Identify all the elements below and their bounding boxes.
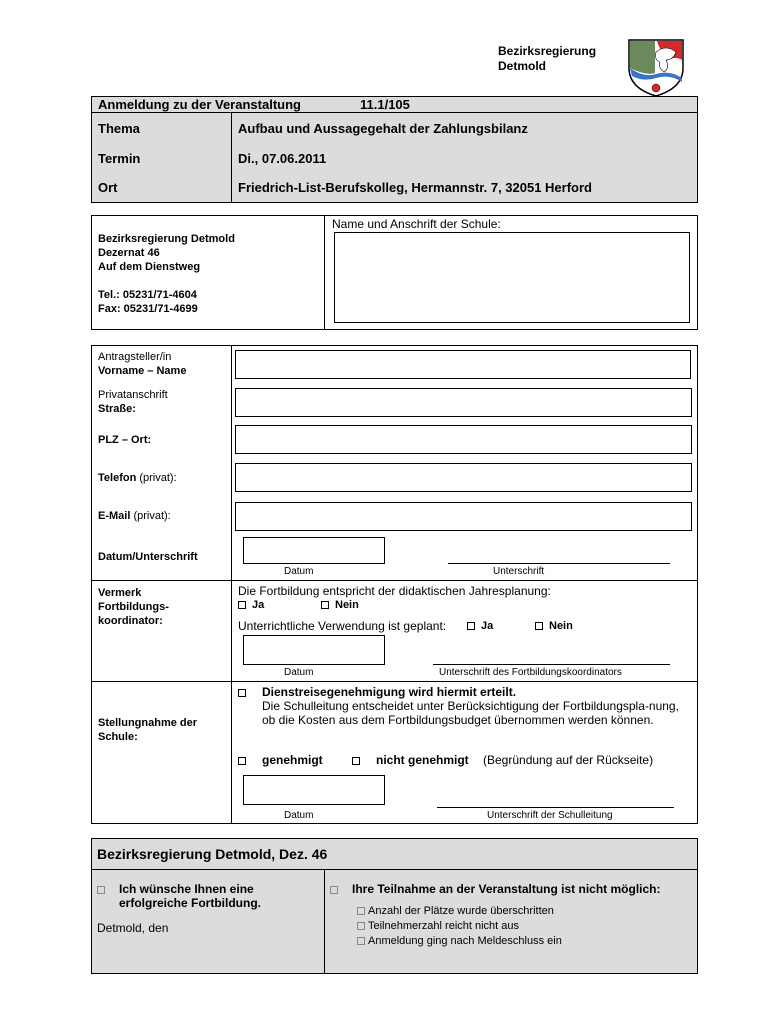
plz-label: PLZ – Ort:	[98, 434, 152, 446]
rejection-reason-2[interactable]	[357, 920, 519, 932]
coordinator-label-line3: koordinator:	[98, 615, 163, 627]
checkbox-icon[interactable]	[467, 622, 475, 630]
coordinator-usage-ja[interactable]	[467, 620, 493, 632]
success-wish-line2: erfolgreiche Fortbildung.	[119, 896, 262, 910]
date-signature-label: Datum/Unterschrift	[98, 551, 198, 563]
school-date-caption: Datum	[284, 810, 314, 821]
name-input[interactable]	[235, 350, 691, 379]
address-line3: Auf dem Dienstweg	[98, 261, 201, 273]
applicant-signature-caption: Unterschrift	[493, 566, 545, 577]
rejection-reason-2-label: Teilnehmerzahl reicht nicht aus	[368, 920, 520, 932]
checkbox-icon[interactable]	[357, 937, 365, 945]
school-statement-label-line2: Schule:	[98, 731, 138, 743]
travel-approval-text: Die Schulleitung entscheidet unter Berücksichtigung der Fortbildungspla-nung, ob die Kosten aus dem Fortbildungsbudget übernommen werden können.	[262, 699, 679, 727]
school-address-label: Name und Anschrift der Schule:	[332, 217, 501, 231]
success-wish-line1: Ich wünsche Ihnen eine	[119, 882, 254, 896]
authority-name-line1: Bezirksregierung	[498, 44, 597, 58]
rejection-reason-3-label: Anmeldung ging nach Meldeschluss ein	[368, 935, 562, 947]
checkbox-icon[interactable]	[352, 757, 360, 765]
coordinator-statement: Die Fortbildung entspricht der didaktischen Jahresplanung:	[238, 584, 551, 598]
street-input[interactable]	[235, 388, 692, 417]
email-input[interactable]	[235, 502, 692, 531]
email-label-bold: E-Mail	[98, 510, 131, 522]
coordinator-usage-ja-label: Ja	[481, 620, 494, 632]
checkbox-icon[interactable]	[238, 757, 246, 765]
name-label: Vorname – Name	[98, 365, 187, 377]
termin-value: Di., 07.06.2011	[238, 151, 327, 166]
coordinator-plan-nein[interactable]	[321, 599, 359, 611]
rejection-title: Ihre Teilnahme an der Veranstaltung ist nicht möglich:	[352, 882, 661, 896]
phone-label	[98, 472, 177, 484]
checkbox-icon[interactable]	[357, 907, 365, 915]
school-date-field[interactable]	[243, 775, 385, 805]
school-address-field[interactable]	[334, 232, 690, 323]
rejection-reason-3[interactable]	[357, 935, 562, 947]
plz-input[interactable]	[235, 425, 692, 454]
phone-input[interactable]	[235, 463, 692, 492]
applicant-date-caption: Datum	[284, 566, 314, 577]
applicant-date-field[interactable]	[243, 537, 385, 564]
success-wish-option[interactable]	[97, 882, 108, 896]
thema-value: Aufbau und Aussagegehalt der Zahlungsbilanz	[238, 121, 528, 136]
checkbox-icon[interactable]	[238, 601, 246, 609]
street-label-top: Privatanschrift	[98, 389, 168, 401]
termin-label: Termin	[98, 151, 141, 166]
rejection-reason-note: (Begründung auf der Rückseite)	[483, 753, 654, 767]
rejection-option[interactable]	[330, 882, 341, 896]
address-line1: Bezirksregierung Detmold	[98, 233, 235, 245]
coordinator-signature-line[interactable]	[433, 664, 670, 665]
travel-approval-title: Dienstreisegenehmigung wird hiermit erteilt.	[262, 685, 517, 699]
address-line2: Dezernat 46	[98, 247, 160, 259]
authority-name-line2: Detmold	[498, 59, 546, 73]
phone-label-bold: Telefon	[98, 472, 137, 484]
school-signature-caption: Unterschrift der Schulleitung	[487, 810, 613, 821]
coordinator-signature-caption: Unterschrift des Fortbildungskoordinators	[439, 667, 622, 678]
checkbox-icon[interactable]	[97, 886, 105, 894]
coordinator-usage-nein[interactable]	[535, 620, 573, 632]
coordinator-label-line1: Vermerk	[98, 587, 142, 599]
not-approved-option[interactable]	[352, 753, 469, 767]
event-title-label: Anmeldung zu der Veranstaltung	[98, 97, 301, 112]
coordinator-label-line2: Fortbildungs-	[98, 601, 169, 613]
address-tel: Tel.: 05231/71-4604	[98, 289, 197, 301]
phone-label-rest: (privat):	[136, 472, 177, 484]
address-fax: Fax: 05231/71-4699	[98, 303, 198, 315]
thema-label: Thema	[98, 121, 140, 136]
coordinator-plan-ja[interactable]	[238, 599, 264, 611]
place-date-label: Detmold, den	[97, 921, 169, 935]
checkbox-icon[interactable]	[321, 601, 329, 609]
coordinator-date-caption: Datum	[284, 667, 314, 678]
checkbox-icon[interactable]	[330, 886, 338, 894]
ort-value: Friedrich-List-Berufskolleg, Hermannstr. 7, 32051 Herford	[238, 180, 592, 195]
school-statement-label-line1: Stellungnahme der	[98, 717, 198, 729]
travel-approval-option[interactable]	[238, 685, 252, 699]
checkbox-icon[interactable]	[357, 922, 365, 930]
coordinator-usage-nein-label: Nein	[549, 620, 573, 632]
name-label-top: Antragsteller/in	[98, 351, 172, 363]
email-label	[98, 510, 171, 522]
applicant-signature-line[interactable]	[448, 563, 670, 564]
approved-option-label: genehmigt	[262, 753, 323, 767]
rejection-reason-1-label: Anzahl der Plätze wurde überschritten	[368, 905, 554, 917]
coordinator-date-field[interactable]	[243, 635, 385, 665]
coordinator-usage-statement: Unterrichtliche Verwendung ist geplant:	[238, 619, 447, 633]
not-approved-option-label: nicht genehmigt	[376, 753, 469, 767]
rejection-reason-1[interactable]	[357, 905, 554, 917]
checkbox-icon[interactable]	[238, 689, 246, 697]
office-title: Bezirksregierung Detmold, Dez. 46	[97, 846, 328, 862]
coat-of-arms-icon	[626, 38, 686, 98]
email-label-rest: (privat):	[130, 510, 171, 522]
checkbox-icon[interactable]	[535, 622, 543, 630]
coordinator-plan-nein-label: Nein	[335, 599, 359, 611]
street-label: Straße:	[98, 403, 136, 415]
approved-option[interactable]	[238, 753, 323, 767]
ort-label: Ort	[98, 180, 118, 195]
event-number: 11.1/105	[360, 97, 410, 112]
school-signature-line[interactable]	[437, 807, 674, 808]
coordinator-plan-ja-label: Ja	[252, 599, 265, 611]
